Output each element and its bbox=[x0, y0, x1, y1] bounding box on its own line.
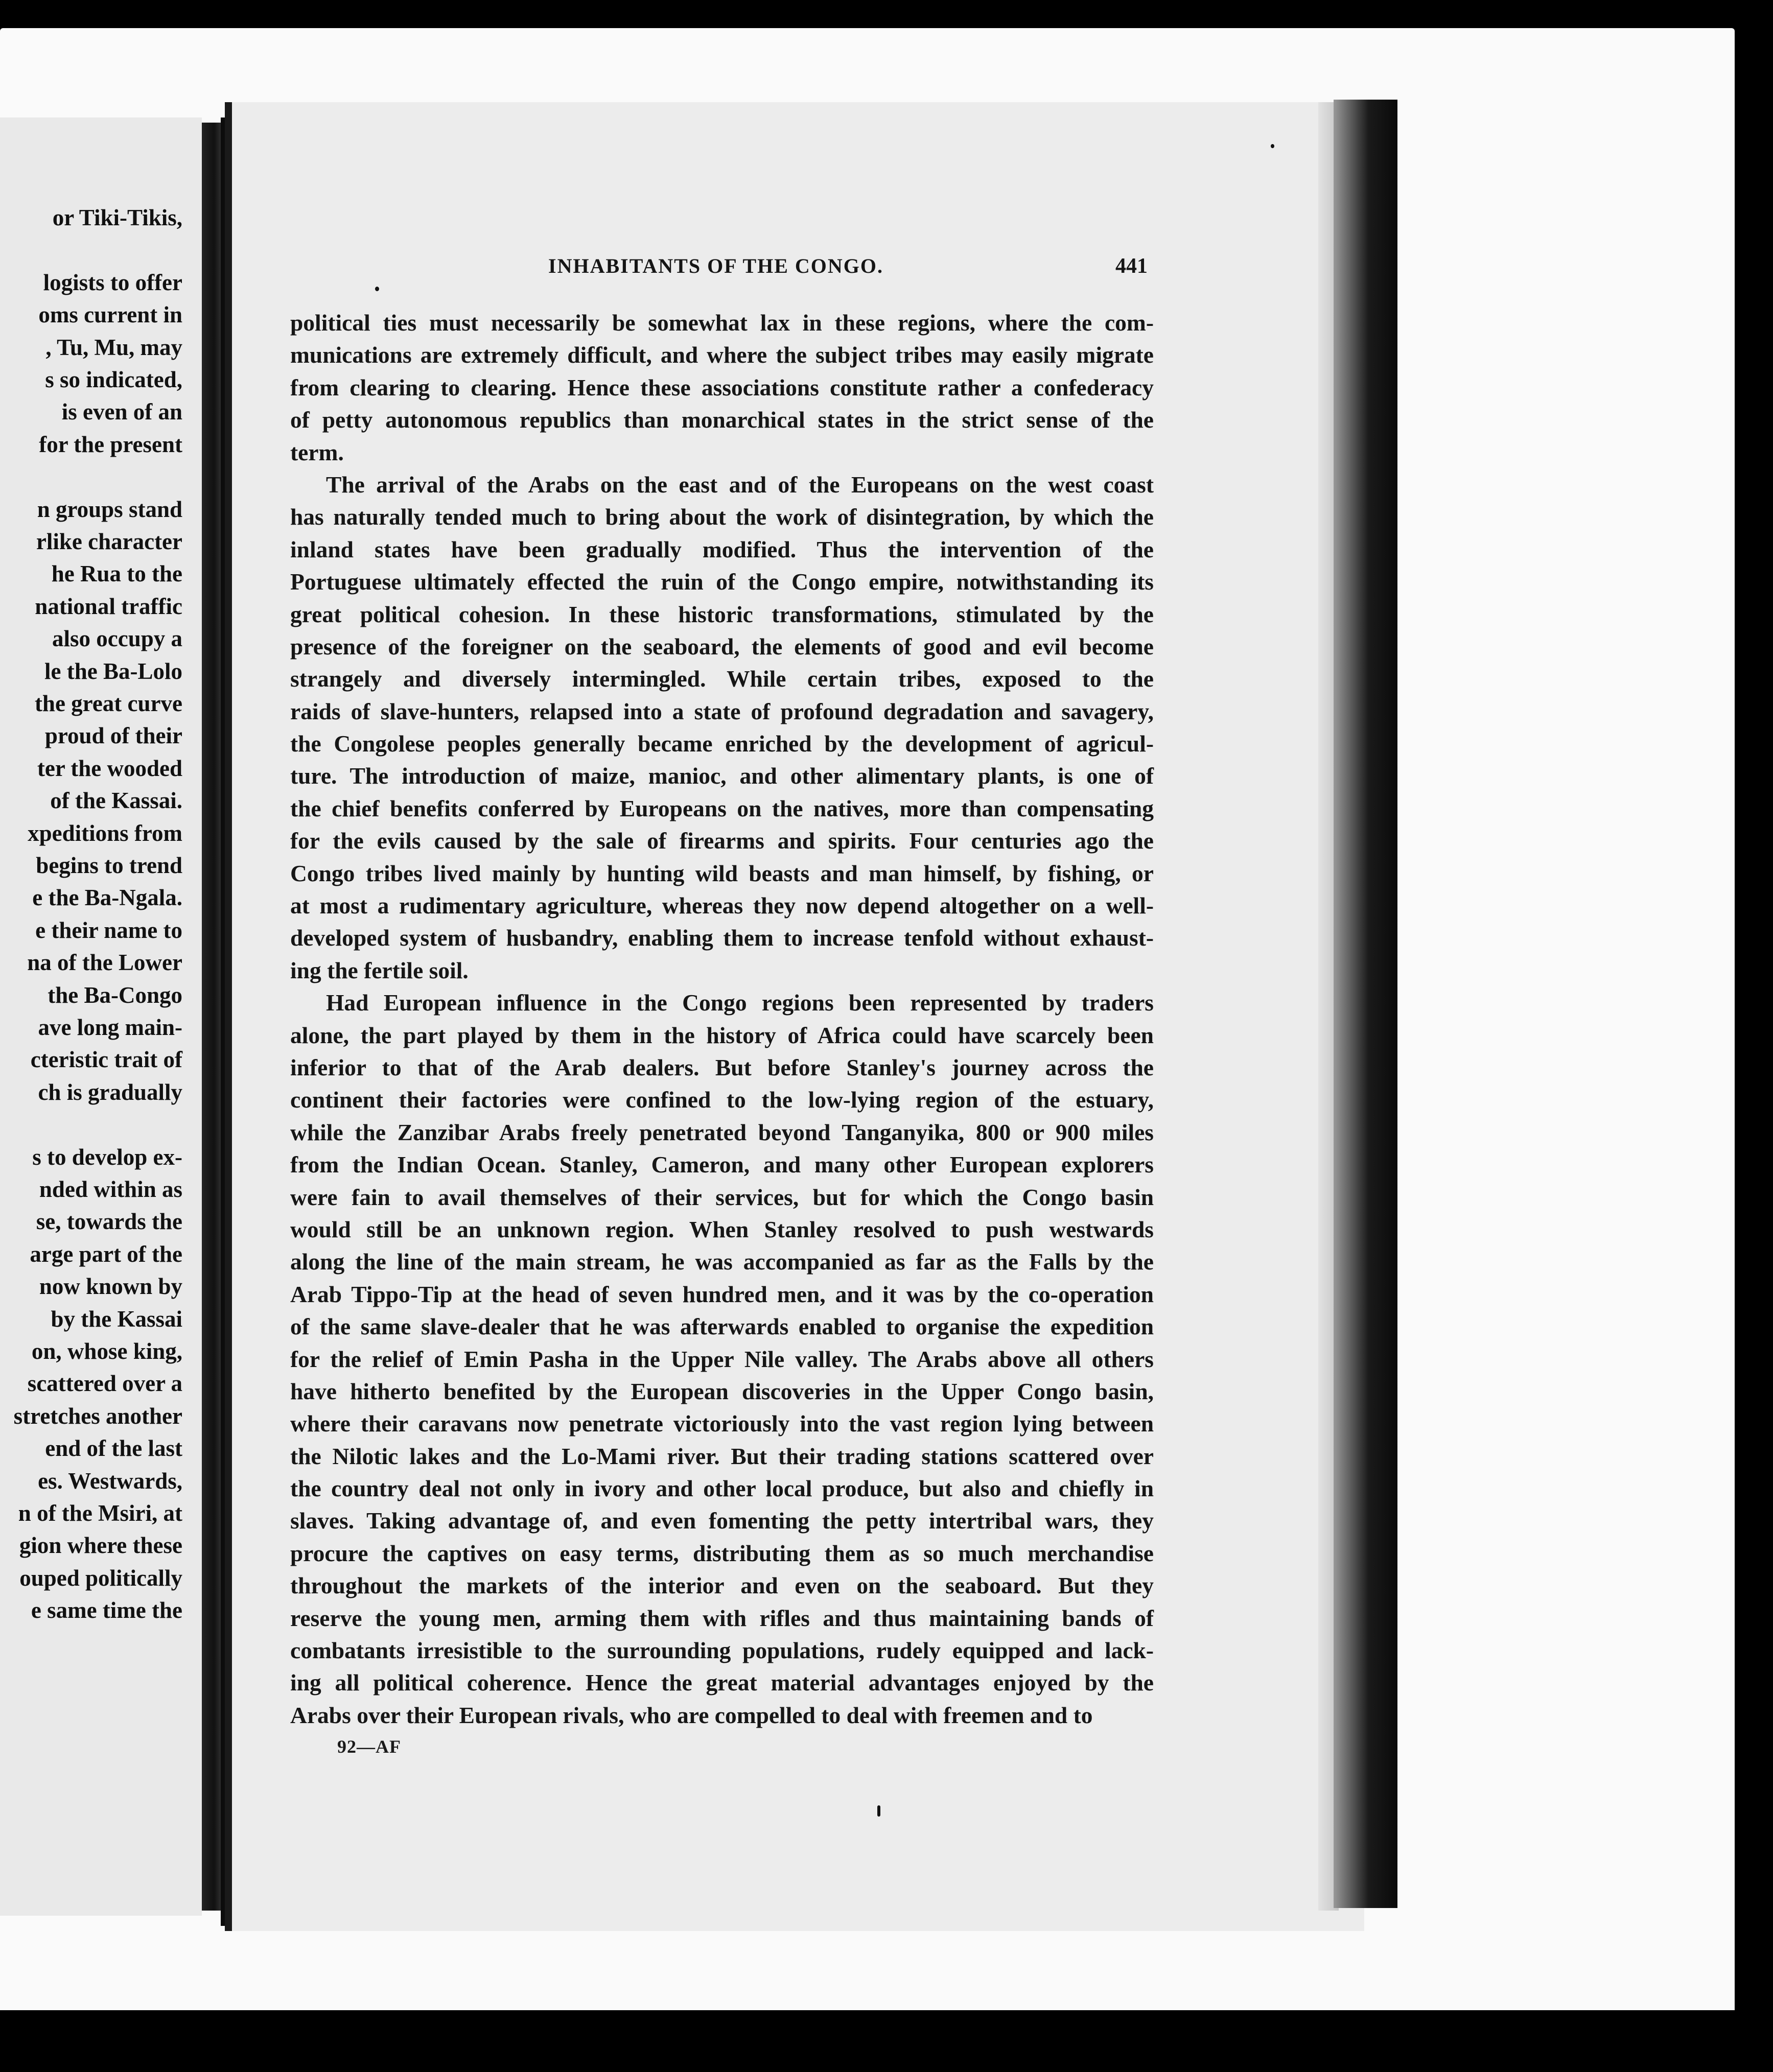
left-page-line: arge part of the bbox=[30, 1241, 182, 1267]
left-page-line: es. Westwards, bbox=[38, 1468, 182, 1494]
text-line: of petty autonomous republics than monarchical states in the strict sense of the bbox=[290, 407, 1154, 433]
left-page-line: s so indicated, bbox=[45, 367, 182, 392]
left-page-line: xpeditions from bbox=[28, 820, 182, 846]
left-page-line: ter the wooded bbox=[37, 755, 182, 781]
text-line: The arrival of the Arabs on the east and of the Europeans on the west coast bbox=[326, 471, 1154, 498]
left-page-line: e their name to bbox=[35, 917, 182, 943]
left-page-line: cteristic trait of bbox=[30, 1047, 182, 1073]
left-page-line: ch is gradually bbox=[38, 1079, 182, 1105]
text-line: Portuguese ultimately effected the ruin of the Congo empire, notwithstanding its bbox=[290, 569, 1154, 595]
left-page-line: ave long main- bbox=[38, 1015, 182, 1040]
book-gutter-shadow bbox=[202, 123, 222, 1911]
left-page-line: le the Ba-Lolo bbox=[44, 658, 182, 684]
text-line: along the line of the main stream, he was accompanied as far as the Falls by the bbox=[290, 1249, 1154, 1275]
ink-speck bbox=[1271, 144, 1274, 148]
text-line: strangely and diversely intermingled. While certain tribes, exposed to the bbox=[290, 666, 1154, 692]
text-line: where their caravans now penetrate victoriously into the vast region lying between bbox=[290, 1410, 1154, 1437]
text-line: from the Indian Ocean. Stanley, Cameron, and many other European explorers bbox=[290, 1151, 1154, 1178]
left-page-line: rlike character bbox=[36, 529, 182, 554]
text-line: Arabs over their European rivals, who are compelled to deal with freemen and to bbox=[290, 1702, 1093, 1728]
left-page-line: nded within as bbox=[39, 1176, 182, 1202]
left-page-line: oms current in bbox=[38, 302, 182, 328]
text-line: procure the captives on easy terms, distributing them as so much merchandise bbox=[290, 1540, 1154, 1566]
text-line: Arab Tippo-Tip at the head of seven hundred men, and it was by the co-operation bbox=[290, 1281, 1154, 1307]
text-line: the Congolese peoples generally became enriched by the development of agricul- bbox=[290, 731, 1154, 757]
text-line: of the same slave-dealer that he was afterwards enabled to organise the expedition bbox=[290, 1313, 1154, 1340]
body-text bbox=[290, 307, 1154, 1731]
left-page-line: end of the last bbox=[45, 1435, 182, 1462]
left-page-line: proud of their bbox=[44, 723, 182, 749]
text-line: slaves. Taking advantage of, and even fomenting the petty intertribal wars, they bbox=[290, 1508, 1154, 1534]
ink-speck bbox=[877, 1805, 880, 1817]
text-line: combatants irresistible to the surrounding populations, rudely equipped and lack- bbox=[290, 1637, 1154, 1664]
page-number: 441 bbox=[1115, 254, 1148, 278]
left-page-line: n groups stand bbox=[37, 496, 182, 522]
text-line: for the relief of Emin Pasha in the Upper Nile valley. The Arabs above all others bbox=[290, 1346, 1154, 1372]
text-line: ing all political coherence. Hence the great material advantages enjoyed by the bbox=[290, 1669, 1154, 1696]
left-page-line: n of the Msiri, at bbox=[18, 1500, 182, 1526]
left-page-line: logists to offer bbox=[43, 269, 182, 295]
text-line: have hitherto benefited by the European discoveries in the Upper Congo basin, bbox=[290, 1378, 1154, 1404]
left-page-line: or Tiki-Tikis, bbox=[52, 205, 182, 230]
text-line: Had European influence in the Congo regions been represented by traders bbox=[326, 990, 1154, 1016]
left-page-line: ouped politically bbox=[19, 1565, 182, 1591]
running-head: INHABITANTS OF THE CONGO. bbox=[548, 254, 884, 277]
left-page-line: on, whose king, bbox=[31, 1338, 182, 1364]
text-line: at most a rudimentary agriculture, whereas they now depend altogether on a well- bbox=[290, 892, 1154, 919]
left-page-line: he Rua to the bbox=[51, 561, 182, 587]
left-page-line: begins to trend bbox=[36, 853, 182, 878]
left-page-line: stretches another bbox=[13, 1403, 182, 1429]
text-line: ing the fertile soil. bbox=[290, 957, 469, 983]
text-line: munications are extremely difficult, and where the subject tribes may easily migrate bbox=[290, 342, 1154, 368]
text-line: for the evils caused by the sale of firearms and spirits. Four centuries ago the bbox=[290, 828, 1154, 854]
text-line: from clearing to clearing. Hence these associations constitute rather a confederacy bbox=[290, 374, 1154, 401]
text-line: continent their factories were confined to the low-lying region of the estuary, bbox=[290, 1087, 1154, 1113]
text-line: ture. The introduction of maize, manioc, and other alimentary plants, is one of bbox=[290, 763, 1154, 789]
left-page-line: se, towards the bbox=[36, 1209, 182, 1235]
left-page-line: by the Kassai bbox=[51, 1306, 182, 1332]
ink-speck bbox=[375, 287, 379, 291]
text-line: term. bbox=[290, 439, 344, 465]
left-page-line: , Tu, Mu, may bbox=[45, 334, 182, 360]
left-page-line: s to develop ex- bbox=[32, 1144, 182, 1170]
left-page-line: e the Ba-Ngala. bbox=[32, 885, 182, 911]
left-page-line: gion where these bbox=[19, 1533, 182, 1559]
text-line: developed system of husbandry, enabling them to increase tenfold without exhaust- bbox=[290, 925, 1154, 951]
text-line: presence of the foreigner on the seaboard, the elements of good and evil become bbox=[290, 633, 1154, 660]
left-page-line: the great curve bbox=[34, 691, 182, 716]
text-line: reserve the young men, arming them with rifles and thus maintaining bands of bbox=[290, 1605, 1154, 1631]
scan-bottom-border bbox=[0, 2010, 1773, 2072]
text-line: alone, the part played by them in the history of Africa could have scarcely been bbox=[290, 1022, 1154, 1048]
text-line: great political cohesion. In these historic transformations, stimulated by the bbox=[290, 601, 1154, 627]
left-facing-page bbox=[0, 117, 202, 1916]
text-line: Congo tribes lived mainly by hunting wild beasts and man himself, by fishing, or bbox=[290, 860, 1154, 886]
printer-signature: 92—AF bbox=[337, 1736, 401, 1757]
text-line: the chief benefits conferred by Europeans on the natives, more than compensating bbox=[290, 795, 1154, 821]
text-line: while the Zanzibar Arabs freely penetrated beyond Tanganyika, 800 or 900 miles bbox=[290, 1119, 1154, 1145]
left-page-line: for the present bbox=[39, 431, 182, 457]
text-line: inferior to that of the Arab dealers. But before Stanley's journey across the bbox=[290, 1054, 1154, 1080]
left-page-line: the Ba-Congo bbox=[48, 982, 182, 1008]
left-page-line: national traffic bbox=[35, 593, 182, 619]
text-line: the country deal not only in ivory and other local produce, but also and chiefly in bbox=[290, 1475, 1154, 1502]
left-page-line: now known by bbox=[39, 1274, 182, 1300]
book-fore-edge bbox=[1334, 100, 1397, 1908]
left-page-line: of the Kassai. bbox=[50, 788, 182, 814]
text-line: would still be an unknown region. When Stanley resolved to push westwards bbox=[290, 1216, 1154, 1242]
left-page-line: is even of an bbox=[61, 399, 182, 425]
text-line: has naturally tended much to bring about the work of disintegration, by which the bbox=[290, 504, 1154, 530]
text-line: raids of slave-hunters, relapsed into a state of profound degradation and savagery, bbox=[290, 698, 1154, 724]
text-line: throughout the markets of the interior and even on the seaboard. But they bbox=[290, 1572, 1154, 1599]
left-page-line: na of the Lower bbox=[27, 950, 182, 976]
text-line: the Nilotic lakes and the Lo-Mami river. But their trading stations scattered over bbox=[290, 1443, 1154, 1469]
left-page-line: also occupy a bbox=[52, 626, 182, 652]
text-line: political ties must necessarily be somewhat lax in these regions, where the com- bbox=[290, 310, 1154, 336]
left-page-line: e same time the bbox=[31, 1597, 182, 1623]
text-line: were fain to avail themselves of their services, but for which the Congo basin bbox=[290, 1184, 1154, 1210]
left-page-line: scattered over a bbox=[27, 1371, 182, 1397]
text-line: inland states have been gradually modified. Thus the intervention of the bbox=[290, 536, 1154, 562]
